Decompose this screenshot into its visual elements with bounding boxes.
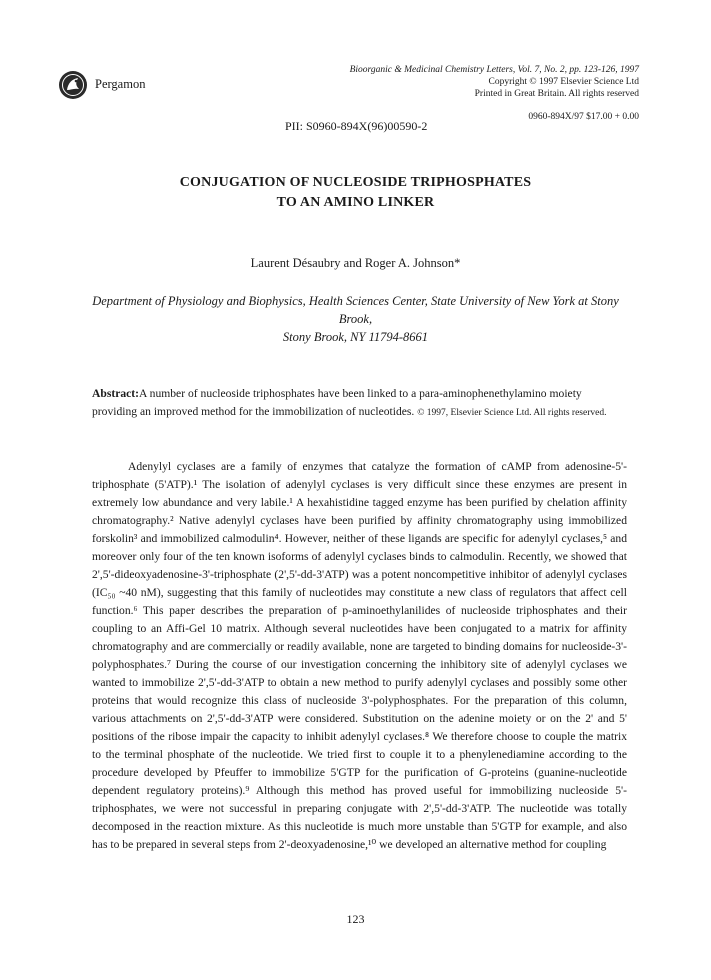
- title-line-1: CONJUGATION OF NUCLEOSIDE TRIPHOSPHATES: [179, 175, 532, 190]
- body-paragraph: Adenylyl cyclases are a family of enzymes that catalyze the formation of cAMP from adenosine-5'-triphosphate (5'ATP).¹ The isolation of adenylyl cyclases is very difficult since these enzymes are present in extremely low abundance and very labile.¹ A hexahistidine tagged enzyme has been purified by chelation affinity chromatography.² Native adenylyl cyclases have been purified by affinity chromatography using immobilized forskolin³ and immobilized calmodulin⁴. However, neither of these ligands are specific for adenylyl cyclases,⁵ and moreover only four of the ten known isoforms of adenylyl cyclases binds to calmodulin. Recently, we showed that 2',5'-dideoxyadenosine-3'-triphosphate (2',5'-dd-3'ATP) was a potent noncompetitive inhibitor of adenylyl cyclases (IC₅₀ ~40 nM), suggesting that this family of nucleotides may constitute a new class of regulators that affect cell function.⁶ This paper describes the preparation of p-aminoethylanilides of nucleoside triphosphates and their coupling to an Affi-Gel 10 matrix. Although several nucleotides have been conjugated to a matrix for affinity chromatography and are commercially or readily available, none are targeted to binding domains for nucleoside-3'-polyphosphates.⁷ During the course of our investigation concerning the inhibitory site of adenylyl cyclases we wanted to immobilize 2',5'-dd-3'ATP to obtain a new method to purify adenylyl cyclases and possibly some other proteins that would recognize this class of nucleoside 3'-polyphosphates. For the preparation of this column, various attachments on 2',5'-dd-3'ATP were considered. Substitution on the adenine moiety or on the 2' and 5' positions of the ribose impair the capacity to inhibit adenylyl cyclases.⁸ We therefore choose to couple the matrix to the terminal phosphate of the nucleotide. We tried first to couple it to a phenylenediamine according to the procedure developed by Pfeuffer to immobilize 5'GTP for the purification of G-proteins (guanine-nucleotide dependent regulatory proteins).⁹ Although this method has proved useful for immobilizing nucleoside 5'-triphosphates, we were not successful in preparing conjugate with 2',5'-dd-3'ATP. The nucleotide was totally decomposed in the reaction mixture. As this nucleotide is much more unstable than 5'GTP for example, and also has to be prepared in several steps from 2'-deoxyadenosine,¹⁰ we developed an alternative method for coupling: [92, 460, 627, 851]
- title-line-2: TO AN AMINO LINKER: [276, 195, 435, 210]
- pergamon-logo-icon: [58, 70, 88, 100]
- affiliation-line-1: Department of Physiology and Biophysics, Health Sciences Center, State University of New York at Stony: [92, 294, 619, 308]
- affiliation-line-2: Brook,: [338, 312, 373, 326]
- journal-citation: Bioorganic & Medicinal Chemistry Letters, Vol. 7, No. 2, pp. 123-126, 1997: [349, 65, 639, 75]
- abstract-copyright: © 1997, Elsevier Science Ltd. All rights reserved.: [417, 408, 607, 418]
- abstract: [92, 385, 627, 422]
- publisher-name: Pergamon: [95, 77, 146, 91]
- printed-notice: Printed in Great Britain. All rights reserved: [474, 89, 639, 99]
- journal-info: [259, 64, 639, 100]
- affiliation-line-3: Stony Brook, NY 11794-8661: [282, 330, 429, 344]
- copyright-notice: Copyright © 1997 Elsevier Science Ltd: [488, 77, 639, 87]
- paper-title: [0, 173, 711, 213]
- affiliation: [90, 292, 621, 346]
- issn-price: 0960-894X/97 $17.00 + 0.00: [528, 112, 639, 122]
- pii-identifier: PII: S0960-894X(96)00590-2: [285, 119, 428, 133]
- abstract-label: Abstract:: [92, 387, 140, 400]
- abstract-text: A number of nucleoside triphosphates have been linked to a para-aminophenethylamino moiety providing an improved method for the immobilization of nucleotides.: [92, 387, 582, 418]
- page-number: 123: [346, 912, 365, 926]
- author-list: Laurent Désaubry and Roger A. Johnson*: [250, 256, 461, 270]
